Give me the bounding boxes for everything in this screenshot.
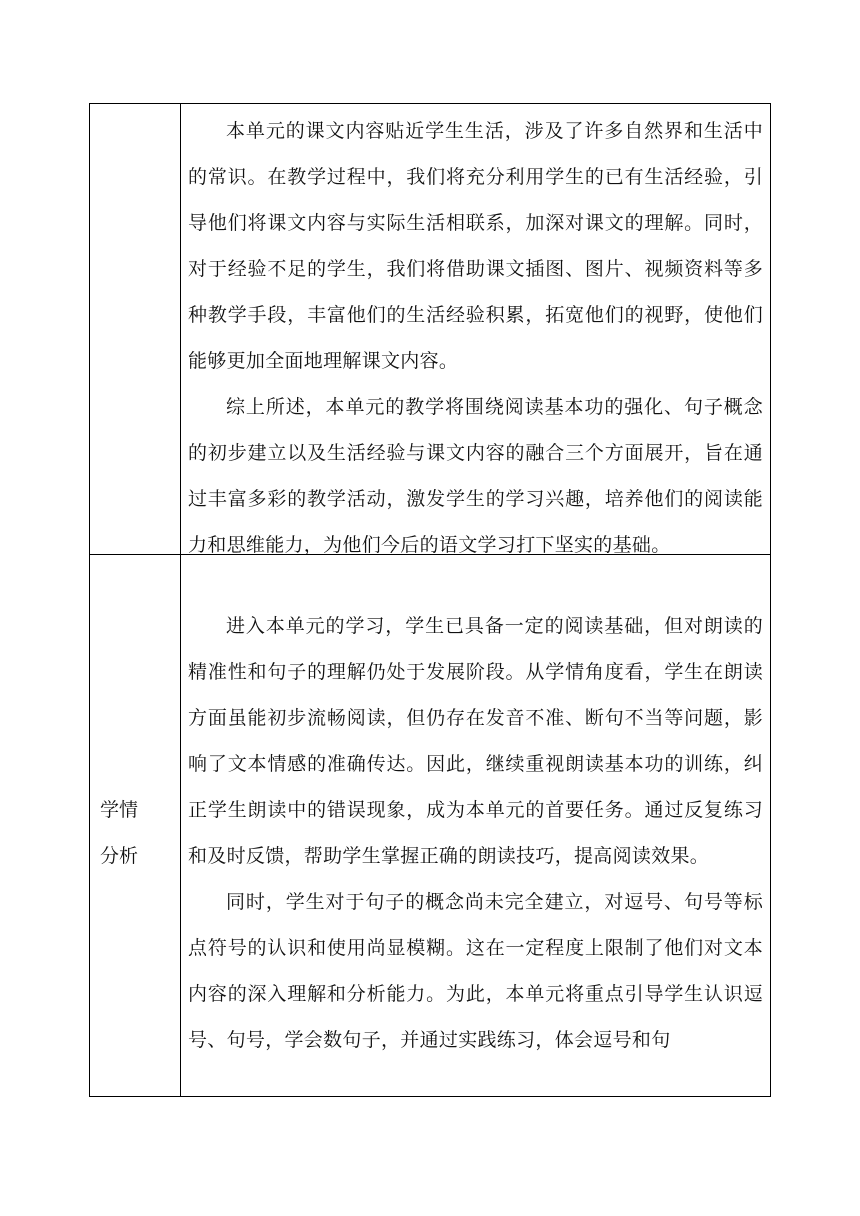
lesson-plan-table (89, 103, 771, 1097)
content-paragraph: 本单元的课文内容贴近学生生活，涉及了许多自然界和生活中的常识。在教学过程中，我们将充分利用学生的已有生活经验，引导他们将课文内容与实际生活相联系，加深对课文的理解。同时，对于经验不足的学生，我们将借助课文插图、图片、视频资料等多种教学手段，丰富他们的生活经验积累，拓宽他们的视野，使他们能够更加全面地理解课文内容。 (188, 120, 763, 372)
content-paragraph: 进入本单元的学习，学生已具备一定的阅读基础，但对朗读的精准性和句子的理解仍处于发展阶段。从学情角度看，学生在朗读方面虽能初步流畅阅读，但仍存在发音不准、断句不当等问题，影响了文本情感的准确传达。因此，继续重视朗读基本功的训练，纠正学生朗读中的错误现象，成为本单元的首要任务。通过反复练习和及时反馈，帮助学生掌握正确的朗读技巧，提高阅读效果。 (188, 615, 763, 867)
row-content-cell (181, 555, 770, 1096)
table-row-unit-content (90, 104, 770, 555)
content-paragraph: 综上所述，本单元的教学将围绕阅读基本功的强化、句子概念的初步建立以及生活经验与课文内容的融合三个方面展开，旨在通过丰富多彩的教学活动，激发学生的学习兴趣，培养他们的阅读能力和思维能力，为他们今后的语文学习打下坚实的基础。 (188, 396, 763, 554)
content-paragraph: 同时，学生对于句子的概念尚未完全建立，对逗号、句号等标点符号的认识和使用尚显模糊。这在一定程度上限制了他们对文本内容的深入理解和分析能力。为此，本单元将重点引导学生认识逗号、句号，学会数句子，并通过实践练习，体会逗号和句 (188, 891, 763, 1051)
row-label-line: 学情 (100, 799, 139, 821)
row-label-line: 分析 (100, 845, 139, 867)
row-label-cell (90, 104, 181, 554)
table-row-learning-analysis (90, 555, 770, 1096)
row-content-cell (181, 104, 770, 554)
row-label-cell (90, 555, 181, 1096)
row-label (100, 787, 160, 879)
